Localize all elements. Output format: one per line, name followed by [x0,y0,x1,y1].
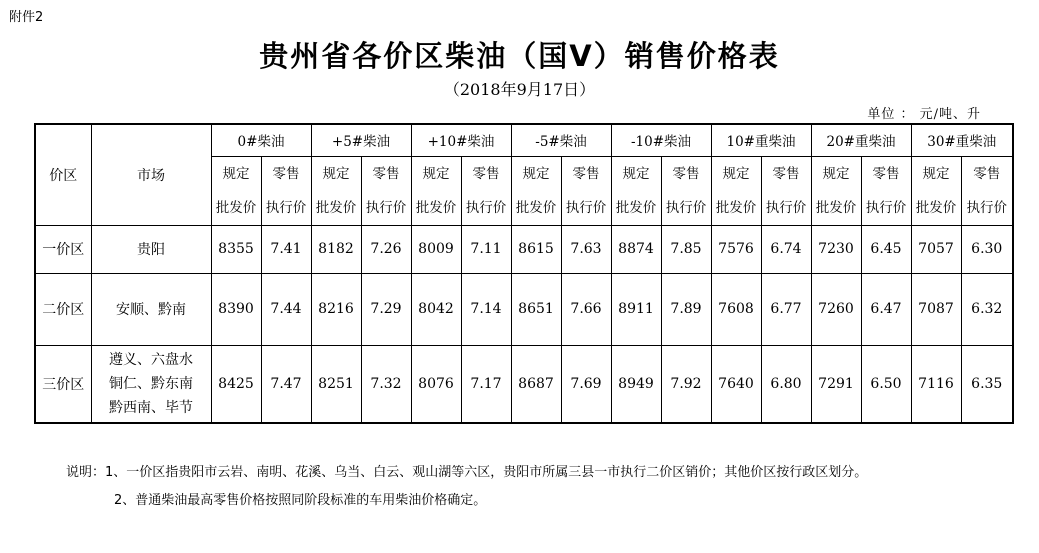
header-wholesale: 规定 批发价 [511,156,561,225]
retail-price-cell: 6.77 [761,273,811,345]
header-wholesale: 规定 批发价 [311,156,361,225]
header-wholesale: 规定 批发价 [711,156,761,225]
region-cell: 一价区 [35,225,91,273]
market-line: 铜仁、黔东南 [109,375,193,392]
notes-section [38,461,1013,513]
wholesale-price-cell: 7260 [811,273,861,345]
region-cell: 三价区 [35,345,91,423]
attachment-label: 附件2 [9,10,44,25]
header-fuel: 0#柴油 [211,124,311,156]
wholesale-price-cell: 8182 [311,225,361,273]
retail-price-cell: 7.17 [461,345,511,423]
retail-price-cell: 7.14 [461,273,511,345]
unit-label: 单位 ： 元/吨、升 [867,107,981,122]
market-line: 黔西南、毕节 [109,399,193,416]
retail-price-cell: 7.85 [661,225,711,273]
retail-price-cell: 7.92 [661,345,711,423]
wholesale-price-cell: 8042 [411,273,461,345]
header-retail: 零售 执行价 [361,156,411,225]
header-retail: 零售 执行价 [861,156,911,225]
retail-price-cell: 6.80 [761,345,811,423]
market-line: 遵义、六盘水 [109,351,193,368]
wholesale-price-cell: 7230 [811,225,861,273]
wholesale-price-cell: 8911 [611,273,661,345]
wholesale-price-cell: 7608 [711,273,761,345]
wholesale-price-cell: 8425 [211,345,261,423]
header-wholesale: 规定 批发价 [411,156,461,225]
retail-price-cell: 6.30 [961,225,1013,273]
page-title: 贵州省各价区柴油（国Ⅴ）销售价格表 [259,39,780,73]
market-cell: 贵阳 [91,225,211,273]
wholesale-price-cell: 7640 [711,345,761,423]
wholesale-price-cell: 8009 [411,225,461,273]
wholesale-price-cell: 8076 [411,345,461,423]
header-wholesale: 规定 批发价 [211,156,261,225]
retail-price-cell: 6.50 [861,345,911,423]
wholesale-price-cell: 8216 [311,273,361,345]
header-wholesale: 规定 批发价 [611,156,661,225]
wholesale-price-cell: 8390 [211,273,261,345]
retail-price-cell: 7.89 [661,273,711,345]
wholesale-price-cell: 7291 [811,345,861,423]
header-retail: 零售 执行价 [561,156,611,225]
wholesale-price-cell: 8687 [511,345,561,423]
wholesale-price-cell: 8251 [311,345,361,423]
market-cell [91,345,211,423]
wholesale-price-cell: 7116 [911,345,961,423]
header-wholesale: 规定 批发价 [811,156,861,225]
header-retail: 零售 执行价 [261,156,311,225]
wholesale-price-cell: 8615 [511,225,561,273]
retail-price-cell: 7.63 [561,225,611,273]
header-retail: 零售 执行价 [761,156,811,225]
header-fuel: 30#重柴油 [911,124,1013,156]
retail-price-cell: 6.47 [861,273,911,345]
header-fuel: -10#柴油 [611,124,711,156]
header-fuel: +5#柴油 [311,124,411,156]
wholesale-price-cell: 8949 [611,345,661,423]
retail-price-cell: 7.26 [361,225,411,273]
retail-price-cell: 7.29 [361,273,411,345]
note-1: 说明：1、一价区指贵阳市云岩、南明、花溪、乌当、白云、观山湖等六区，贵阳市所属三县一市执行二价区销价；其他价区按行政区划分。 [66,465,868,480]
header-fuel: -5#柴油 [511,124,611,156]
retail-price-cell: 7.11 [461,225,511,273]
table-row [35,345,1013,423]
wholesale-price-cell: 7057 [911,225,961,273]
table-row [35,273,1013,345]
header-market: 市场 [91,124,211,225]
header-fuel: 10#重柴油 [711,124,811,156]
date-subtitle: （2018年9月17日） [443,80,596,99]
wholesale-price-cell: 7087 [911,273,961,345]
wholesale-price-cell: 7576 [711,225,761,273]
retail-price-cell: 6.35 [961,345,1013,423]
retail-price-cell: 6.45 [861,225,911,273]
retail-price-cell: 7.41 [261,225,311,273]
market-cell: 安顺、黔南 [91,273,211,345]
header-retail: 零售 执行价 [961,156,1013,225]
region-cell: 二价区 [35,273,91,345]
note-2: 2、普通柴油最高零售价格按照同阶段标准的车用柴油价格确定。 [114,493,487,508]
retail-price-cell: 7.44 [261,273,311,345]
retail-price-cell: 7.69 [561,345,611,423]
retail-price-cell: 7.32 [361,345,411,423]
header-retail: 零售 执行价 [461,156,511,225]
retail-price-cell: 7.47 [261,345,311,423]
wholesale-price-cell: 8874 [611,225,661,273]
header-region: 价区 [35,124,91,225]
fuel-header-row [35,124,1013,156]
retail-price-cell: 7.66 [561,273,611,345]
table-row [35,225,1013,273]
retail-price-cell: 6.74 [761,225,811,273]
header-fuel: 20#重柴油 [811,124,911,156]
price-table [34,123,1014,424]
header-retail: 零售 执行价 [661,156,711,225]
header-wholesale: 规定 批发价 [911,156,961,225]
wholesale-price-cell: 8651 [511,273,561,345]
header-fuel: +10#柴油 [411,124,511,156]
retail-price-cell: 6.32 [961,273,1013,345]
wholesale-price-cell: 8355 [211,225,261,273]
